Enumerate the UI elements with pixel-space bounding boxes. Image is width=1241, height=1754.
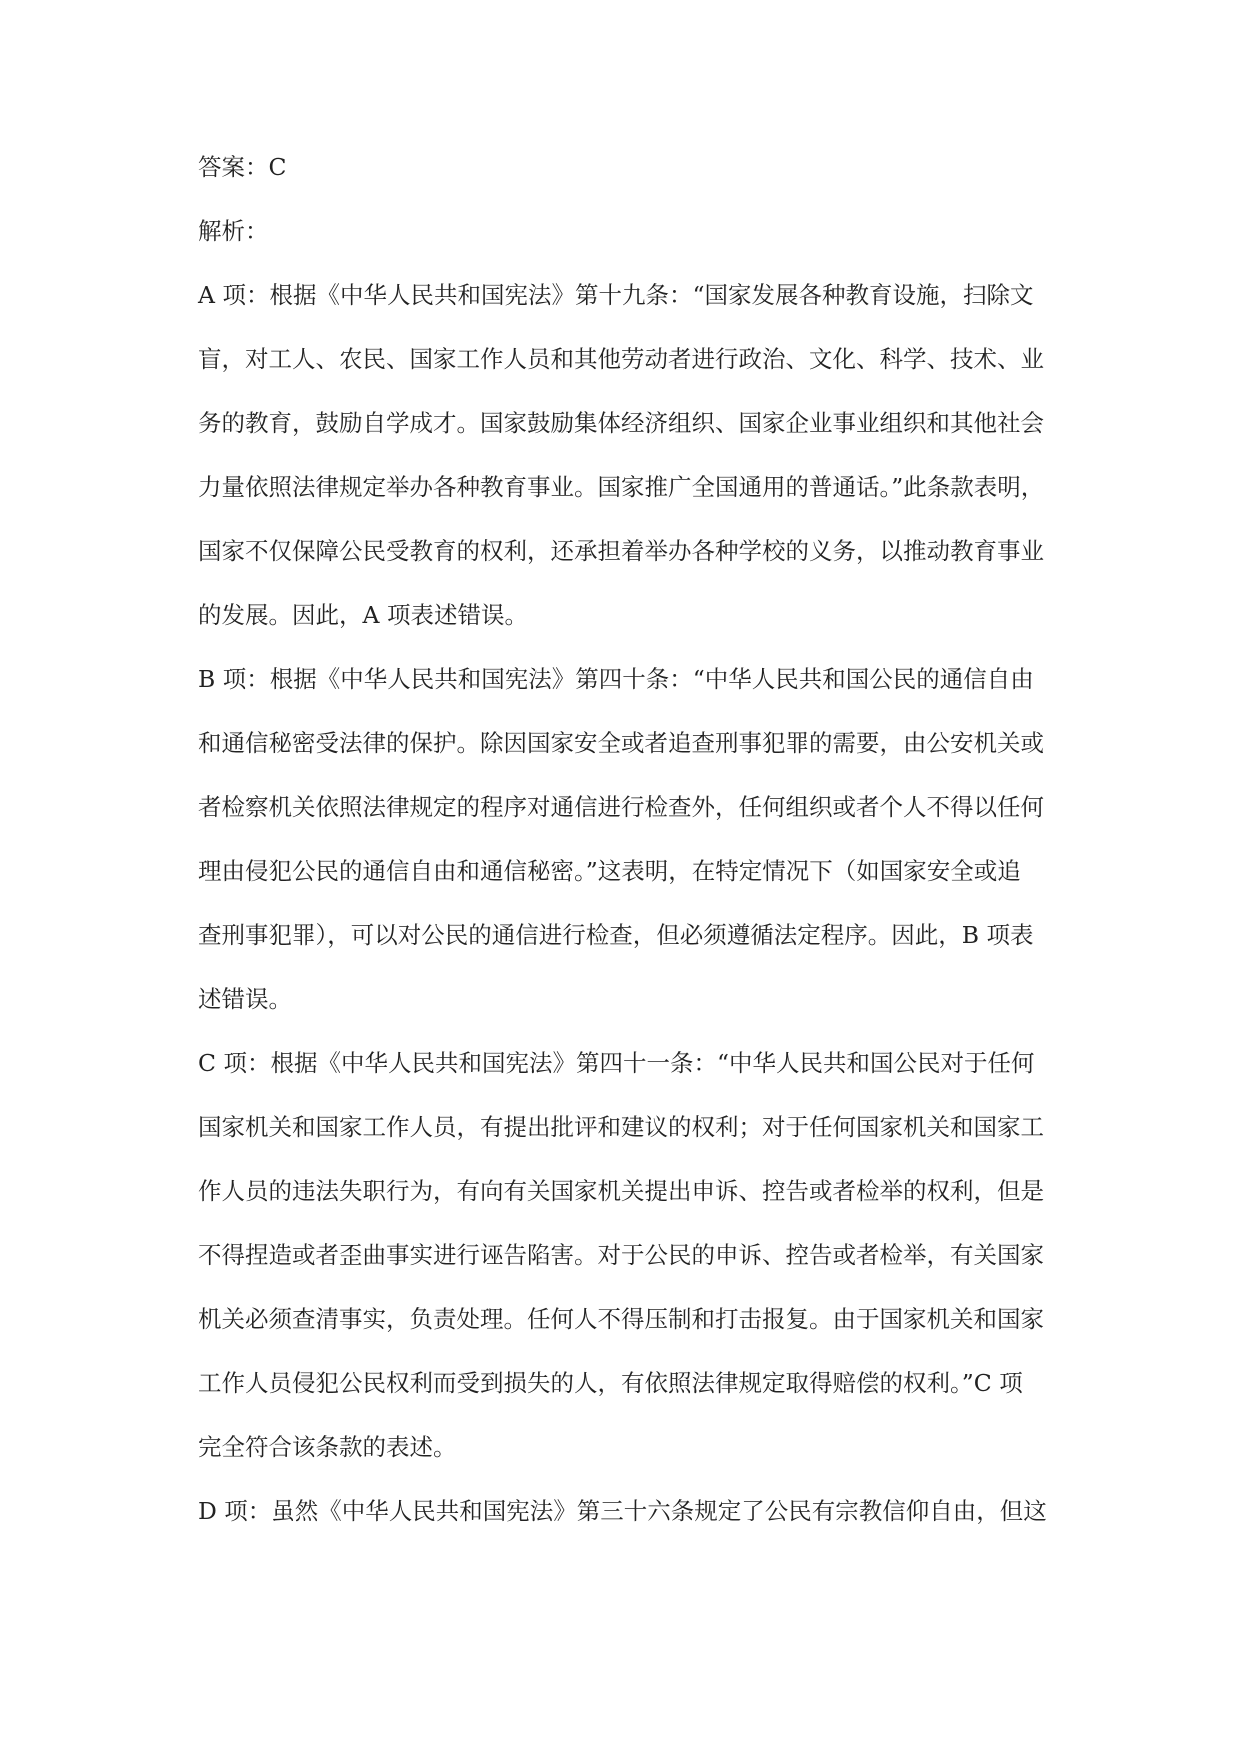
option-c-line: 不得捏造或者歪曲事实进行诬告陷害。对于公民的申诉、控告或者检举，有关国家 [198, 1241, 1044, 1269]
option-b-line: 者检察机关依照法律规定的程序对通信进行检查外，任何组织或者个人不得以任何 [198, 793, 1044, 821]
option-b-line: 理由侵犯公民的通信自由和通信秘密。”这表明，在特定情况下（如国家安全或追 [198, 857, 1021, 885]
option-b-line: 述错误。 [198, 985, 292, 1013]
answer-line: 答案：C [198, 153, 287, 181]
option-a-line: 盲，对工人、农民、国家工作人员和其他劳动者进行政治、文化、科学、技术、业 [198, 345, 1044, 373]
option-d-line: D 项：虽然《中华人民共和国宪法》第三十六条规定了公民有宗教信仰自由，但这 [198, 1497, 1047, 1525]
option-c-line: C 项：根据《中华人民共和国宪法》第四十一条：“中华人民共和国公民对于任何 [198, 1049, 1035, 1077]
option-b-line: 和通信秘密受法律的保护。除因国家安全或者追查刑事犯罪的需要，由公安机关或 [198, 729, 1044, 757]
option-b-line: B 项：根据《中华人民共和国宪法》第四十条：“中华人民共和国公民的通信自由 [198, 665, 1034, 693]
option-a-line: 国家不仅保障公民受教育的权利，还承担着举办各种学校的义务，以推动教育事业 [198, 537, 1044, 565]
option-a-line: 的发展。因此，A 项表述错误。 [198, 601, 528, 629]
option-a-line: A 项：根据《中华人民共和国宪法》第十九条：“国家发展各种教育设施，扫除文 [198, 281, 1034, 309]
option-a-line: 务的教育，鼓励自学成才。国家鼓励集体经济组织、国家企业事业组织和其他社会 [198, 409, 1044, 437]
option-c-line: 工作人员侵犯公民权利而受到损失的人，有依照法律规定取得赔偿的权利。”C 项 [198, 1369, 1023, 1397]
option-c-line: 作人员的违法失职行为，有向有关国家机关提出申诉、控告或者检举的权利，但是 [198, 1177, 1044, 1205]
analysis-label: 解析： [198, 217, 269, 245]
option-c-line: 完全符合该条款的表述。 [198, 1433, 457, 1461]
option-c-line: 国家机关和国家工作人员，有提出批评和建议的权利；对于任何国家机关和国家工 [198, 1113, 1044, 1141]
option-a-line: 力量依照法律规定举办各种教育事业。国家推广全国通用的普通话。”此条款表明， [198, 473, 1045, 501]
option-c-line: 机关必须查清事实，负责处理。任何人不得压制和打击报复。由于国家机关和国家 [198, 1305, 1044, 1333]
option-b-line: 查刑事犯罪），可以对公民的通信进行检查，但必须遵循法定程序。因此，B 项表 [198, 921, 1034, 949]
